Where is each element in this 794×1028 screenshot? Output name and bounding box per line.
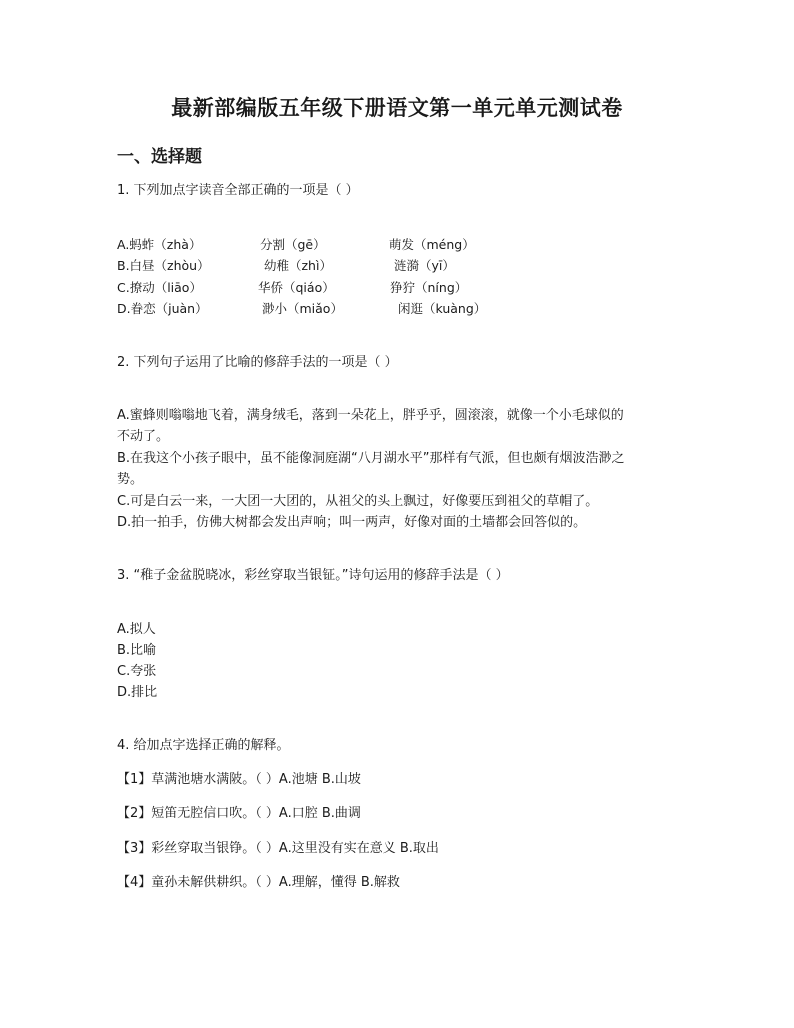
q1-option-b-word1: B.白昼（zhòu）: [117, 258, 210, 273]
q1-option-d-word1: D.眷恋（juàn）: [117, 301, 208, 316]
q1-option-c-word3: 狰狞（níng）: [390, 280, 468, 295]
q4-item-1: 【1】草满池塘水满陂。（ ）A.池塘 B.山坡: [117, 772, 361, 787]
q2-option-a-line1: A.蜜蜂则嗡嗡地飞着，满身绒毛，落到一朵花上，胖乎乎，圆滚滚，就像一个小毛球似的: [117, 408, 624, 423]
q1-option-d-word2: 渺小（miǎo）: [262, 301, 343, 316]
q1-option-b-word3: 涟漪（yī）: [394, 258, 455, 273]
q1-option-a-word2: 分割（gē）: [260, 237, 326, 252]
q3-option-c: C.夸张: [117, 664, 157, 679]
q4-item-3: 【3】彩丝穿取当银铮。（ ）A.这里没有实在意义 B.取出: [117, 841, 439, 856]
q4-item-4: 【4】童孙未解供耕织。（ ）A.理解，懂得 B.解救: [117, 875, 400, 890]
q3-option-d: D.排比: [117, 685, 158, 700]
q1-option-c-word1: C.撩动（liāo）: [117, 280, 202, 295]
q1-option-a-word3: 萌发（méng）: [389, 237, 475, 252]
page-title: 最新部编版五年级下册语文第一单元单元测试卷: [171, 95, 623, 120]
q2-option-b-line2: 势。: [117, 472, 144, 487]
q2-option-a-line2: 不动了。: [117, 429, 170, 444]
q2-option-b-line1: B.在我这个小孩子眼中，虽不能像洞庭湖“八月湖水平”那样有气派，但也颇有烟波浩渺之: [117, 451, 625, 466]
q2-option-d: D.拍一拍手，仿佛大树都会发出声响；叫一两声，好像对面的土墙都会回答似的。: [117, 515, 587, 530]
question-4-stem: 4. 给加点字选择正确的解释。: [117, 738, 290, 753]
question-3-stem: 3. “稚子金盆脱晓冰，彩丝穿取当银钲。”诗句运用的修辞手法是（ ）: [117, 568, 509, 583]
q1-option-a-word1: A.蚂蚱（zhà）: [117, 237, 202, 252]
question-1-stem: 1. 下列加点字读音全部正确的一项是（ ）: [117, 183, 359, 198]
q4-item-2: 【2】短笛无腔信口吹。（ ）A.口腔 B.曲调: [117, 806, 361, 821]
q3-option-a: A.拟人: [117, 622, 156, 637]
q3-option-b: B.比喻: [117, 643, 157, 658]
question-2-stem: 2. 下列句子运用了比喻的修辞手法的一项是（ ）: [117, 355, 398, 370]
section-heading: 一、选择题: [117, 147, 202, 167]
q1-option-d-word3: 闲逛（kuàng）: [398, 301, 487, 316]
q1-option-b-word2: 幼稚（zhì）: [264, 258, 332, 273]
q1-option-c-word2: 华侨（qiáo）: [258, 280, 335, 295]
q2-option-c: C.可是白云一来，一大团一大团的，从祖父的头上飘过，好像要压到祖父的草帽了。: [117, 494, 599, 509]
